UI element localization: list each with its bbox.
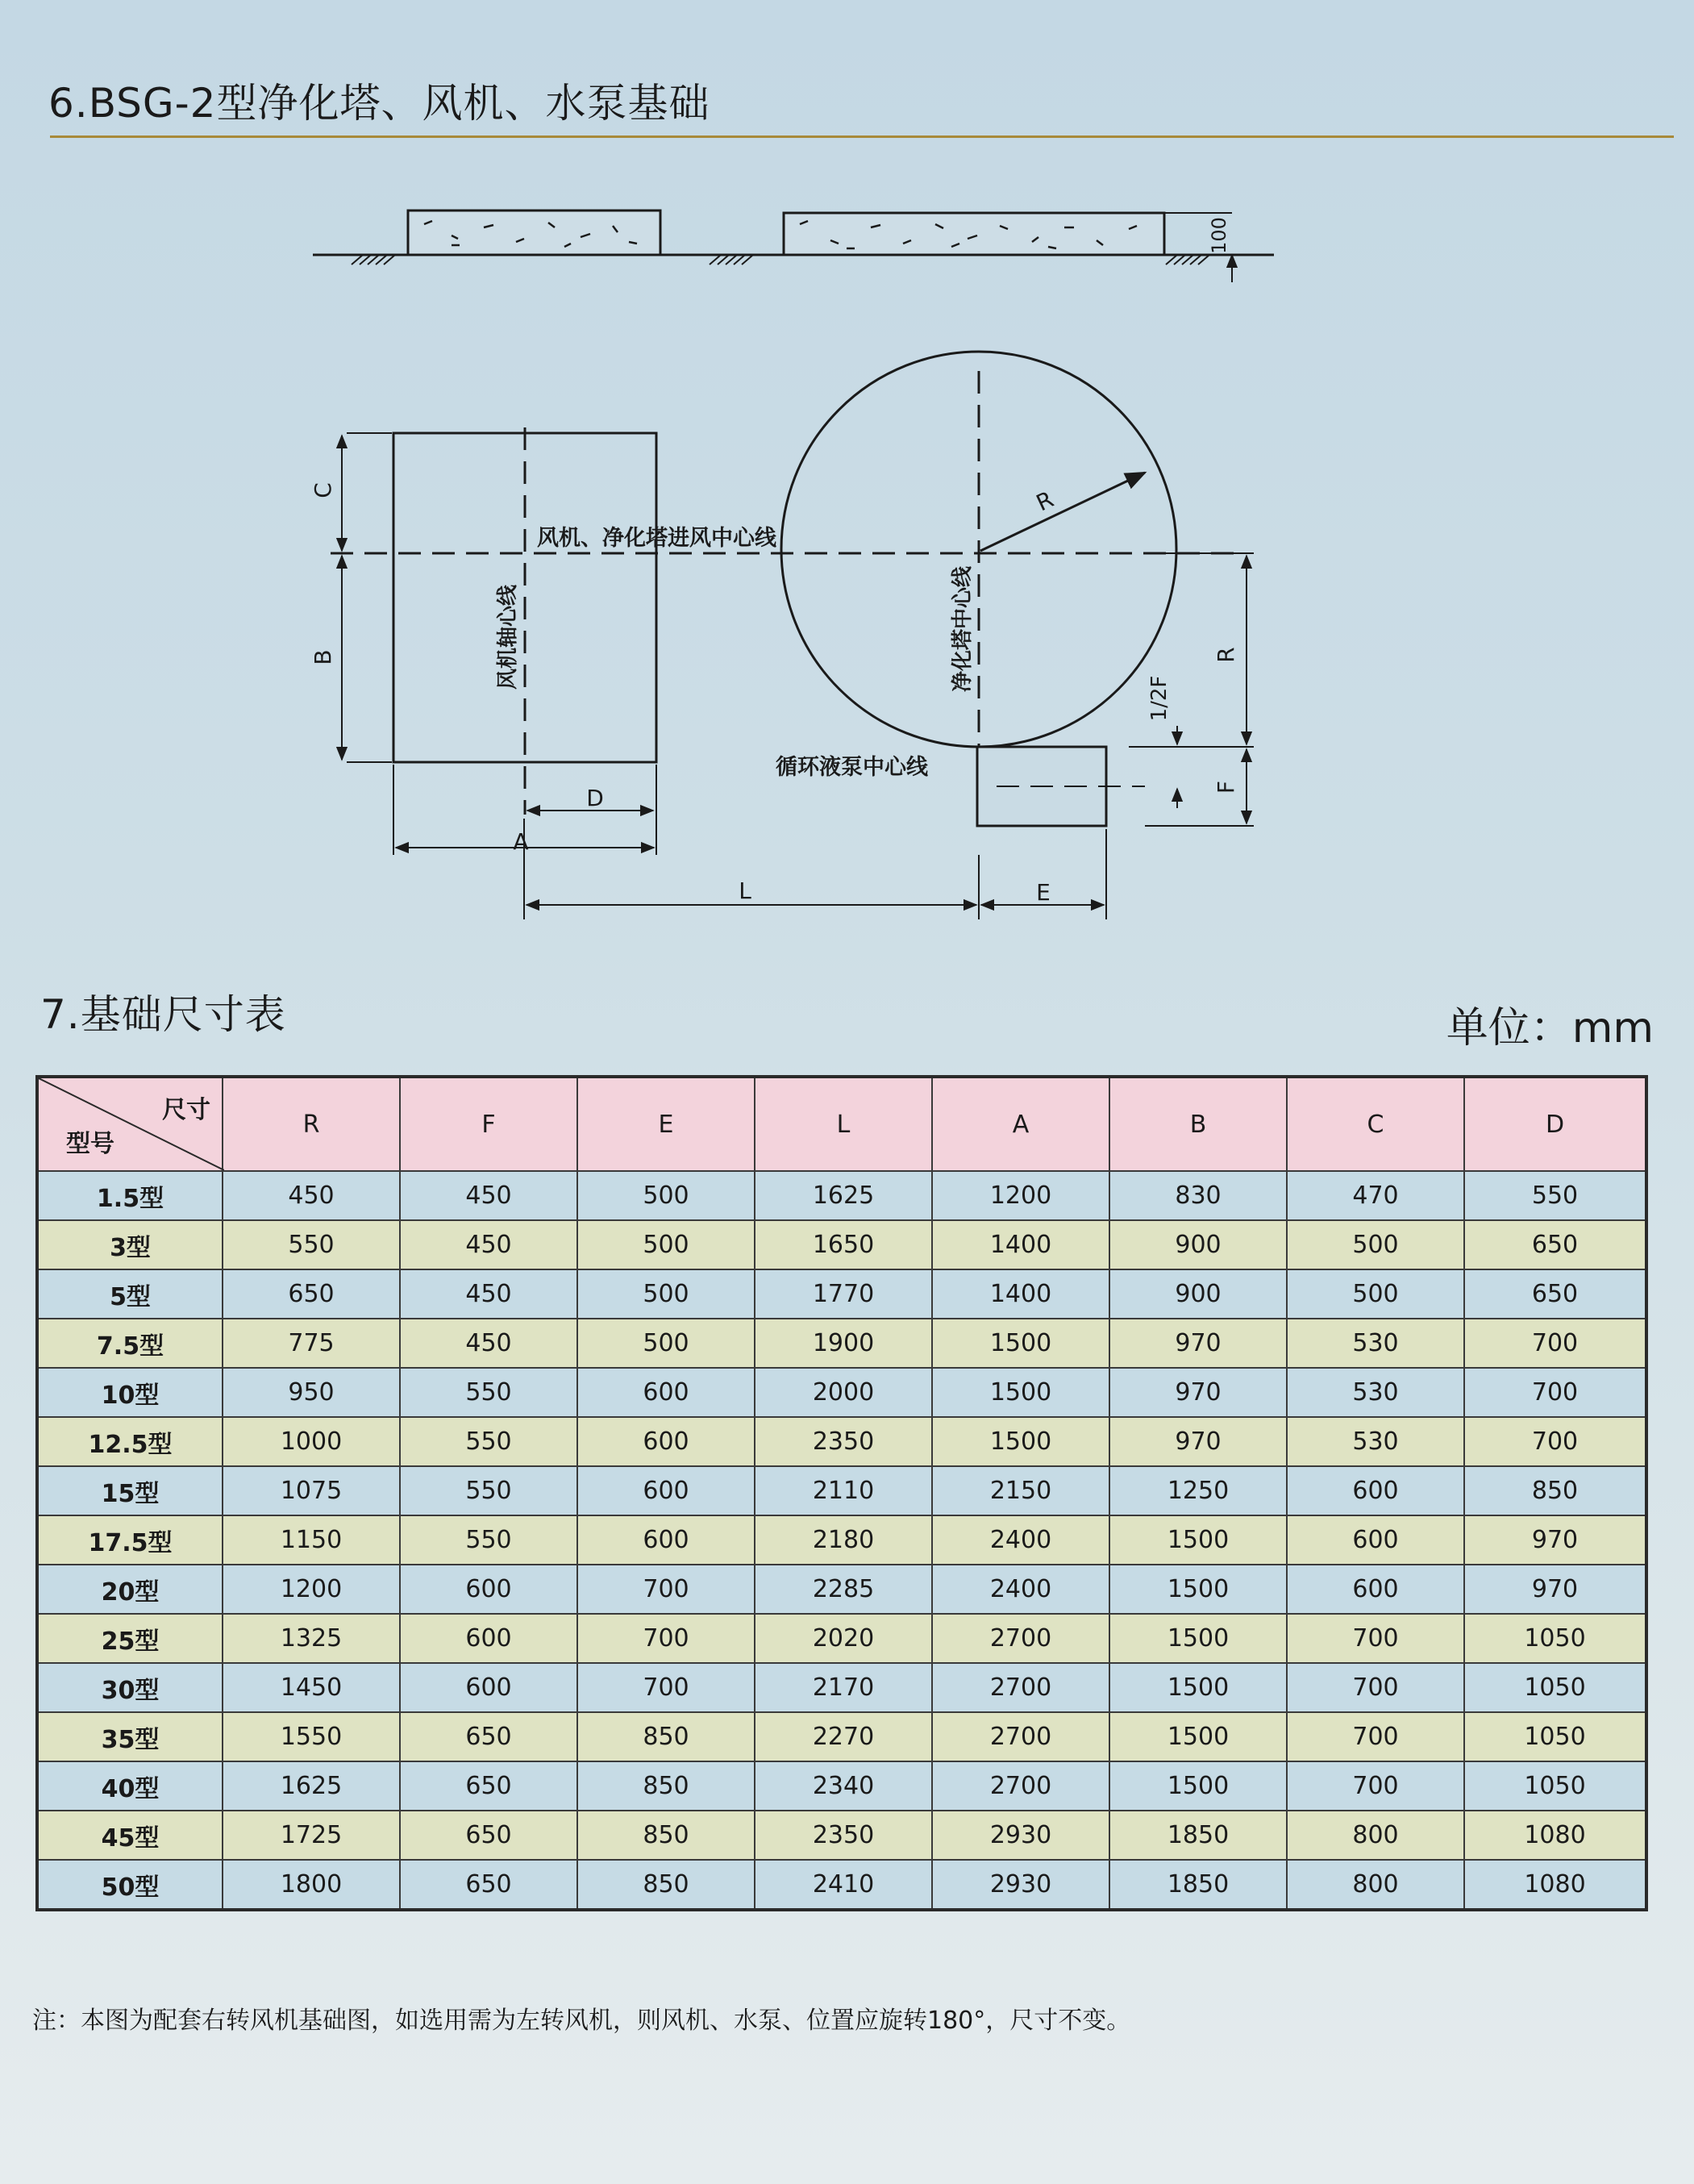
value-cell: 1200 <box>932 1171 1109 1220</box>
table-row <box>37 1220 1646 1269</box>
model-cell: 15型 <box>37 1466 223 1515</box>
dim-l-label: L <box>739 877 751 904</box>
value-cell: 2700 <box>932 1761 1109 1811</box>
value-cell: 1625 <box>755 1171 932 1220</box>
value-cell: 830 <box>1109 1171 1287 1220</box>
table-row <box>37 1319 1646 1368</box>
value-cell: 2150 <box>932 1466 1109 1515</box>
model-cell: 35型 <box>37 1712 223 1761</box>
value-cell: 530 <box>1287 1368 1464 1417</box>
value-cell: 450 <box>223 1171 400 1220</box>
value-cell: 700 <box>577 1663 755 1712</box>
value-cell: 450 <box>400 1319 577 1368</box>
value-cell: 1400 <box>932 1220 1109 1269</box>
table-row <box>37 1368 1646 1417</box>
value-cell: 550 <box>400 1417 577 1466</box>
value-cell: 650 <box>400 1761 577 1811</box>
value-cell: 1075 <box>223 1466 400 1515</box>
value-cell: 2180 <box>755 1515 932 1565</box>
value-cell: 550 <box>400 1466 577 1515</box>
table-header-row <box>37 1077 1646 1171</box>
foundation-diagram <box>0 0 1694 968</box>
value-cell: 1725 <box>223 1811 400 1860</box>
section6-title: 6.BSG-2型净化塔、风机、水泵基础 <box>48 80 710 127</box>
value-cell: 600 <box>1287 1466 1464 1515</box>
col-header-f: F <box>400 1077 577 1171</box>
model-cell: 25型 <box>37 1614 223 1663</box>
value-cell: 1500 <box>1109 1565 1287 1614</box>
value-cell: 2110 <box>755 1466 932 1515</box>
model-cell: 10型 <box>37 1368 223 1417</box>
value-cell: 600 <box>400 1614 577 1663</box>
col-header-d: D <box>1464 1077 1646 1171</box>
value-cell: 800 <box>1287 1811 1464 1860</box>
value-cell: 1050 <box>1464 1614 1646 1663</box>
value-cell: 470 <box>1287 1171 1464 1220</box>
tower-foundation-plan <box>524 352 1254 919</box>
value-cell: 450 <box>400 1220 577 1269</box>
value-cell: 2170 <box>755 1663 932 1712</box>
tower-center-label: 净化塔中心线 <box>951 565 975 693</box>
value-cell: 2400 <box>932 1565 1109 1614</box>
value-cell: 800 <box>1287 1860 1464 1910</box>
value-cell: 650 <box>400 1712 577 1761</box>
dimension-table <box>35 1075 1648 1911</box>
value-cell: 500 <box>577 1171 755 1220</box>
dim-100-label: 100 <box>1208 217 1230 254</box>
value-cell: 1500 <box>1109 1614 1287 1663</box>
value-cell: 2285 <box>755 1565 932 1614</box>
value-cell: 650 <box>223 1269 400 1319</box>
value-cell: 900 <box>1109 1220 1287 1269</box>
value-cell: 970 <box>1464 1515 1646 1565</box>
value-cell: 1000 <box>223 1417 400 1466</box>
value-cell: 600 <box>400 1663 577 1712</box>
value-cell: 1080 <box>1464 1860 1646 1910</box>
dim-b-label: B <box>310 649 336 665</box>
dim-c-label: C <box>310 482 336 498</box>
value-cell: 1050 <box>1464 1663 1646 1712</box>
model-cell: 17.5型 <box>37 1515 223 1565</box>
value-cell: 1650 <box>755 1220 932 1269</box>
value-cell: 1450 <box>223 1663 400 1712</box>
dim-e-label: E <box>1036 879 1051 906</box>
value-cell: 2700 <box>932 1614 1109 1663</box>
model-cell: 20型 <box>37 1565 223 1614</box>
value-cell: 1500 <box>932 1319 1109 1368</box>
col-header-l: L <box>755 1077 932 1171</box>
pump-center-label: 循环液泵中心线 <box>776 755 928 780</box>
dim-f-label: F <box>1213 780 1239 794</box>
section7-title: 7.基础尺寸表 <box>40 991 286 1038</box>
table-row <box>37 1565 1646 1614</box>
value-cell: 1850 <box>1109 1811 1287 1860</box>
value-cell: 530 <box>1287 1417 1464 1466</box>
value-cell: 850 <box>577 1811 755 1860</box>
col-header-e: E <box>577 1077 755 1171</box>
value-cell: 700 <box>1464 1368 1646 1417</box>
value-cell: 970 <box>1109 1417 1287 1466</box>
table-row <box>37 1466 1646 1515</box>
value-cell: 1770 <box>755 1269 932 1319</box>
value-cell: 700 <box>1287 1663 1464 1712</box>
model-cell: 30型 <box>37 1663 223 1712</box>
table-row <box>37 1811 1646 1860</box>
value-cell: 700 <box>1464 1417 1646 1466</box>
value-cell: 650 <box>1464 1269 1646 1319</box>
value-cell: 500 <box>1287 1220 1464 1269</box>
model-cell: 50型 <box>37 1860 223 1910</box>
value-cell: 600 <box>577 1417 755 1466</box>
value-cell: 1500 <box>932 1368 1109 1417</box>
value-cell: 450 <box>400 1171 577 1220</box>
value-cell: 1500 <box>1109 1663 1287 1712</box>
value-cell: 2700 <box>932 1663 1109 1712</box>
value-cell: 2350 <box>755 1811 932 1860</box>
value-cell: 970 <box>1109 1319 1287 1368</box>
dim-half-f-label: 1/2F <box>1147 675 1172 722</box>
corner-model-label: 型号 <box>66 1130 114 1158</box>
dim-a-label: A <box>513 828 529 855</box>
value-cell: 775 <box>223 1319 400 1368</box>
value-cell: 1080 <box>1464 1811 1646 1860</box>
value-cell: 700 <box>1287 1712 1464 1761</box>
model-cell: 3型 <box>37 1220 223 1269</box>
value-cell: 1850 <box>1109 1860 1287 1910</box>
value-cell: 650 <box>400 1811 577 1860</box>
value-cell: 700 <box>1287 1761 1464 1811</box>
elevation-view <box>313 210 1274 282</box>
fan-axis-label: 风机轴心线 <box>496 584 520 690</box>
value-cell: 550 <box>223 1220 400 1269</box>
value-cell: 700 <box>577 1565 755 1614</box>
table-row <box>37 1663 1646 1712</box>
value-cell: 1500 <box>1109 1515 1287 1565</box>
value-cell: 1150 <box>223 1515 400 1565</box>
value-cell: 2700 <box>932 1712 1109 1761</box>
value-cell: 500 <box>1287 1269 1464 1319</box>
model-cell: 5型 <box>37 1269 223 1319</box>
model-cell: 40型 <box>37 1761 223 1811</box>
table-row <box>37 1712 1646 1761</box>
value-cell: 1625 <box>223 1761 400 1811</box>
table-row <box>37 1614 1646 1663</box>
table-row <box>37 1417 1646 1466</box>
value-cell: 2020 <box>755 1614 932 1663</box>
col-header-r: R <box>223 1077 400 1171</box>
value-cell: 1200 <box>223 1565 400 1614</box>
table-row <box>37 1269 1646 1319</box>
value-cell: 2350 <box>755 1417 932 1466</box>
dim-r-side-label: R <box>1213 647 1239 663</box>
foundation-block-left <box>408 210 660 255</box>
value-cell: 1500 <box>1109 1761 1287 1811</box>
col-header-a: A <box>932 1077 1109 1171</box>
value-cell: 1325 <box>223 1614 400 1663</box>
value-cell: 500 <box>577 1220 755 1269</box>
unit-label: 单位：mm <box>1446 1004 1654 1052</box>
radius-r-label: R <box>1032 486 1058 517</box>
model-cell: 45型 <box>37 1811 223 1860</box>
value-cell: 850 <box>577 1712 755 1761</box>
dim-d-label: D <box>586 785 604 811</box>
foundation-block-right <box>784 213 1164 255</box>
table-row <box>37 1860 1646 1910</box>
value-cell: 1400 <box>932 1269 1109 1319</box>
value-cell: 700 <box>1464 1319 1646 1368</box>
corner-size-label: 尺寸 <box>162 1096 210 1124</box>
value-cell: 700 <box>1287 1614 1464 1663</box>
value-cell: 2410 <box>755 1860 932 1910</box>
value-cell: 600 <box>577 1515 755 1565</box>
value-cell: 1250 <box>1109 1466 1287 1515</box>
value-cell: 2270 <box>755 1712 932 1761</box>
value-cell: 500 <box>577 1269 755 1319</box>
value-cell: 530 <box>1287 1319 1464 1368</box>
value-cell: 970 <box>1109 1368 1287 1417</box>
value-cell: 850 <box>577 1761 755 1811</box>
value-cell: 970 <box>1464 1565 1646 1614</box>
col-header-b: B <box>1109 1077 1287 1171</box>
value-cell: 700 <box>577 1614 755 1663</box>
value-cell: 550 <box>400 1515 577 1565</box>
corner-header-cell <box>37 1077 223 1171</box>
value-cell: 950 <box>223 1368 400 1417</box>
value-cell: 2000 <box>755 1368 932 1417</box>
value-cell: 600 <box>577 1368 755 1417</box>
value-cell: 550 <box>1464 1171 1646 1220</box>
value-cell: 900 <box>1109 1269 1287 1319</box>
value-cell: 1500 <box>1109 1712 1287 1761</box>
model-cell: 7.5型 <box>37 1319 223 1368</box>
value-cell: 2930 <box>932 1860 1109 1910</box>
table-row <box>37 1171 1646 1220</box>
value-cell: 2400 <box>932 1515 1109 1565</box>
value-cell: 1800 <box>223 1860 400 1910</box>
value-cell: 600 <box>577 1466 755 1515</box>
model-cell: 12.5型 <box>37 1417 223 1466</box>
col-header-c: C <box>1287 1077 1464 1171</box>
value-cell: 2930 <box>932 1811 1109 1860</box>
table-row <box>37 1761 1646 1811</box>
footnote: 注：本图为配套右转风机基础图，如选用需为左转风机，则风机、水泵、位置应旋转180°，尺寸不变。 <box>32 2007 1131 2035</box>
value-cell: 1050 <box>1464 1712 1646 1761</box>
model-cell: 1.5型 <box>37 1171 223 1220</box>
dimension-table-wrap <box>35 1075 1648 1911</box>
value-cell: 500 <box>577 1319 755 1368</box>
value-cell: 1550 <box>223 1712 400 1761</box>
value-cell: 550 <box>400 1368 577 1417</box>
value-cell: 850 <box>577 1860 755 1910</box>
value-cell: 850 <box>1464 1466 1646 1515</box>
inlet-centerline-label: 风机、净化塔进风中心线 <box>537 526 776 551</box>
value-cell: 600 <box>1287 1515 1464 1565</box>
value-cell: 600 <box>1287 1565 1464 1614</box>
value-cell: 650 <box>400 1860 577 1910</box>
value-cell: 650 <box>1464 1220 1646 1269</box>
value-cell: 2340 <box>755 1761 932 1811</box>
table-row <box>37 1515 1646 1565</box>
value-cell: 1050 <box>1464 1761 1646 1811</box>
value-cell: 450 <box>400 1269 577 1319</box>
value-cell: 600 <box>400 1565 577 1614</box>
value-cell: 1500 <box>932 1417 1109 1466</box>
value-cell: 1900 <box>755 1319 932 1368</box>
